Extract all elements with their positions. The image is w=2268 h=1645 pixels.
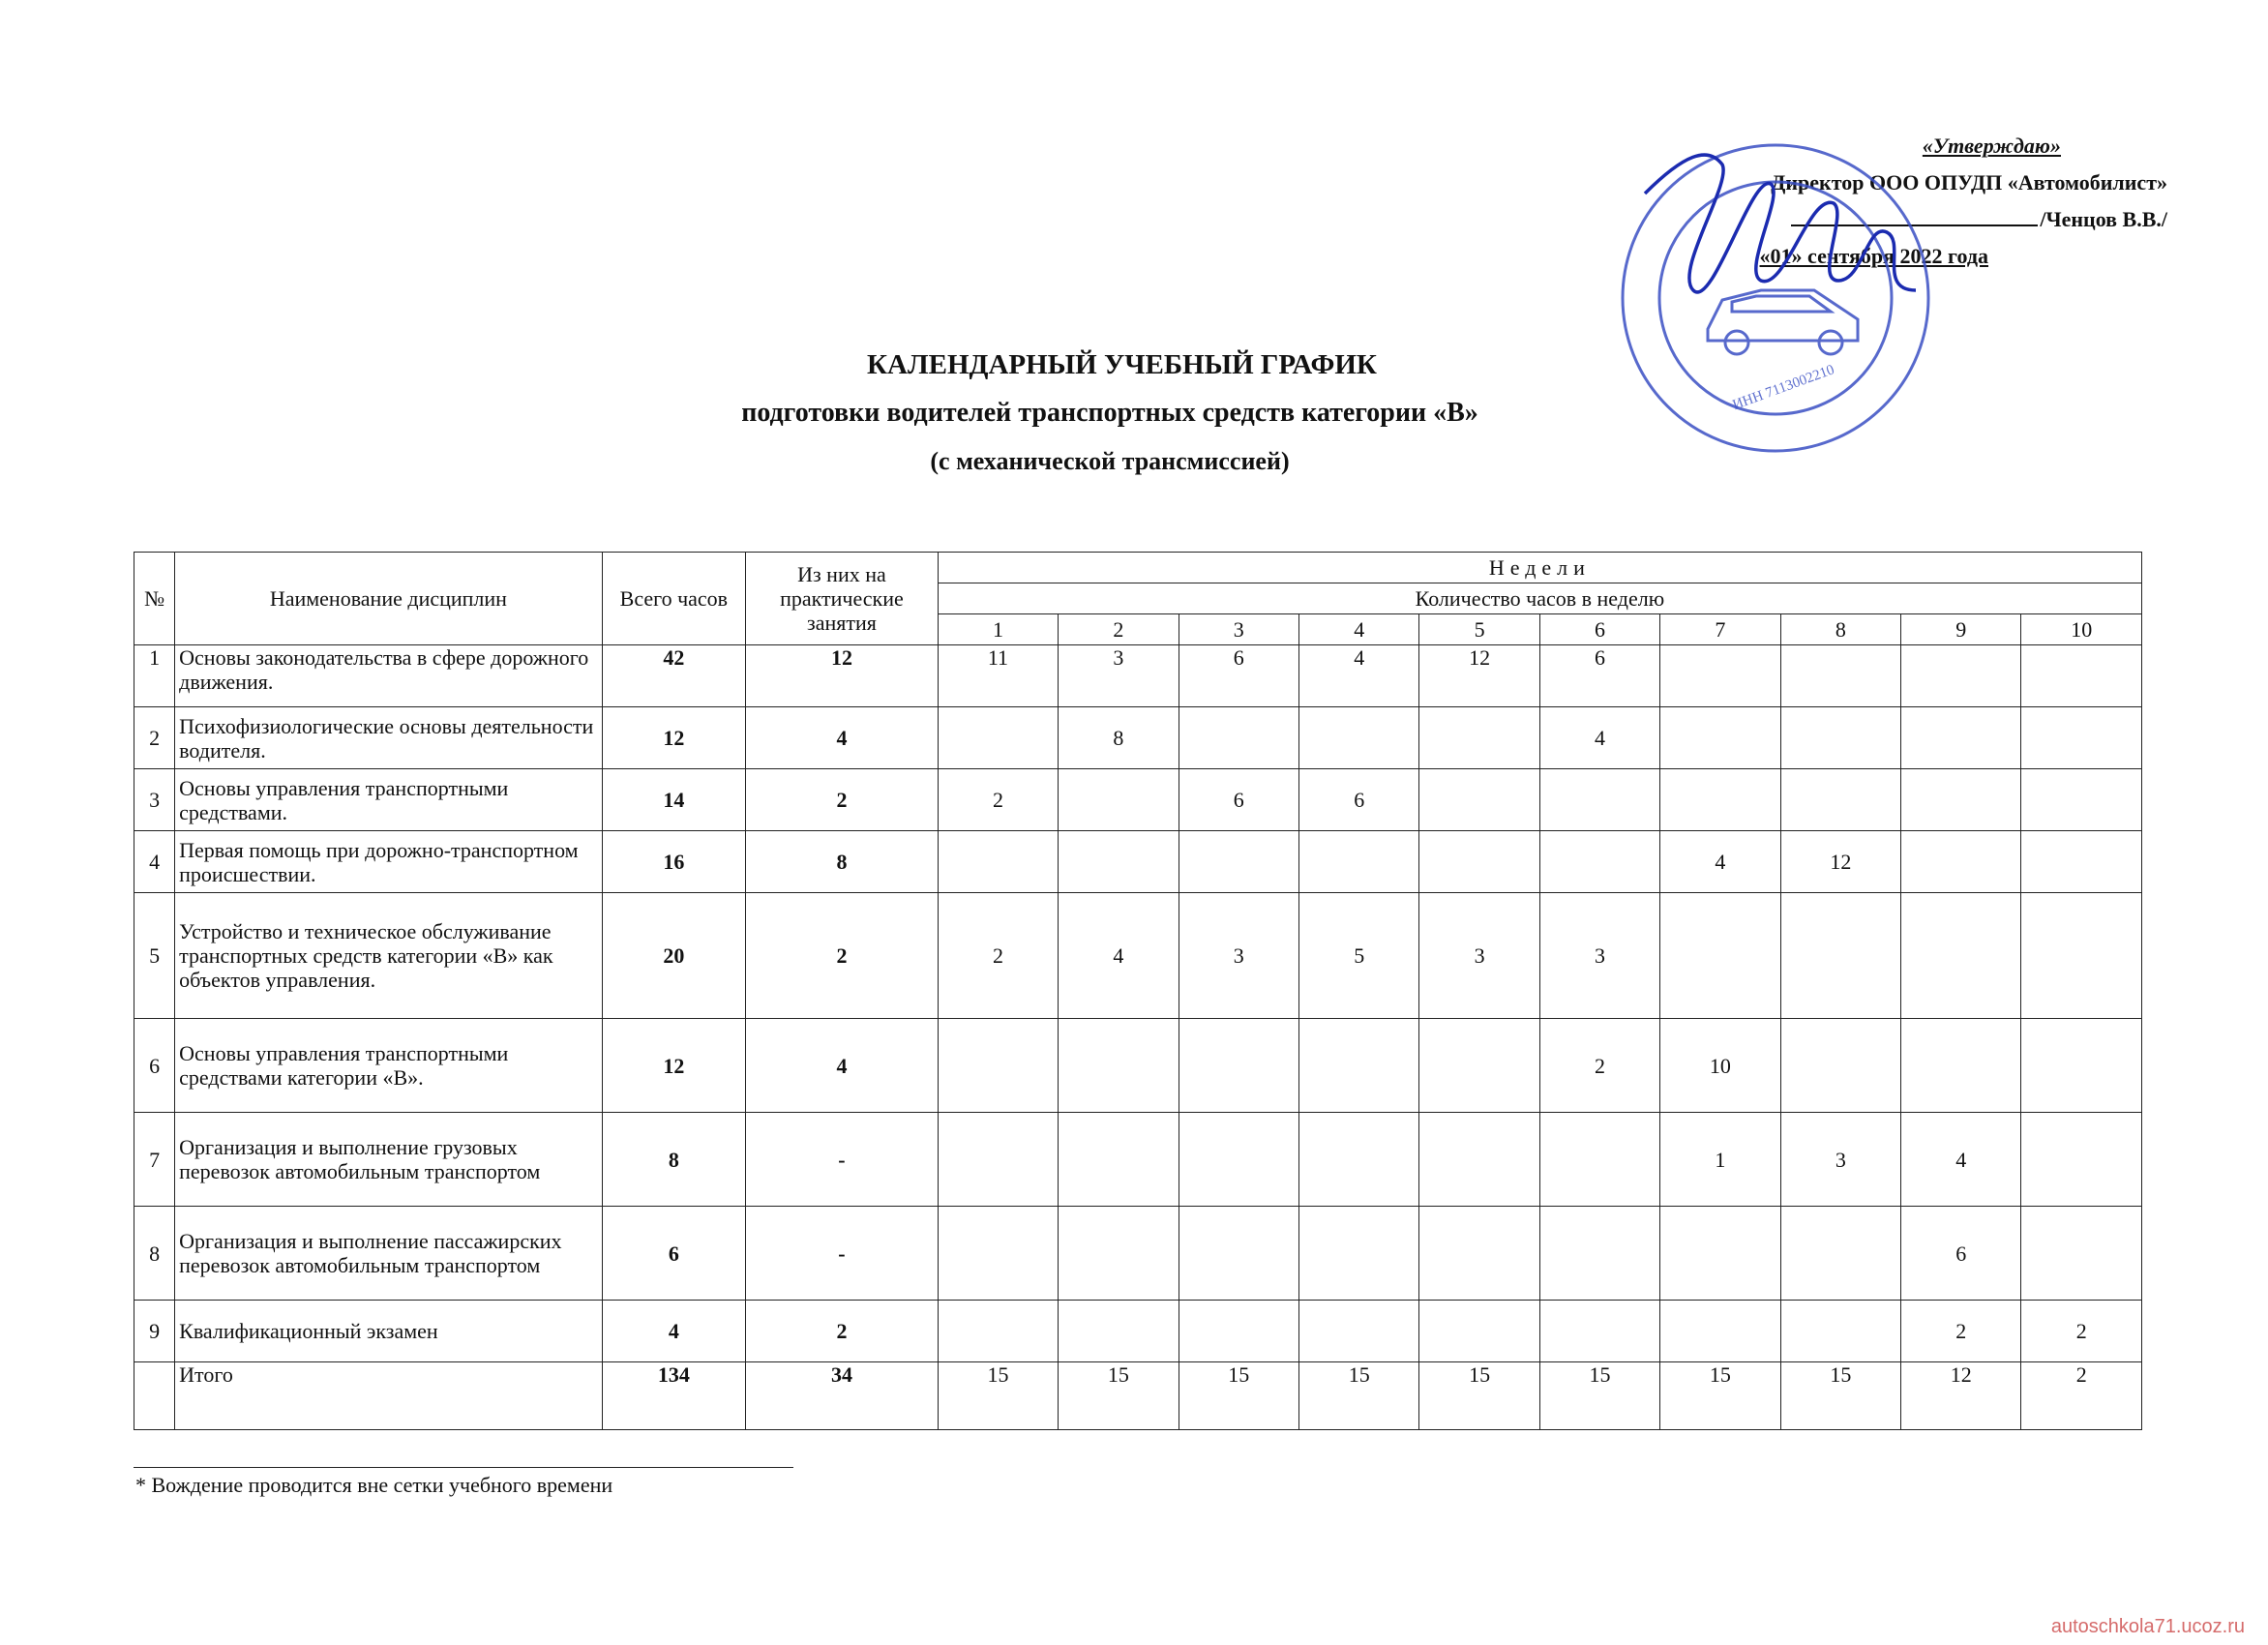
week-number-header: 7	[1660, 614, 1780, 645]
week-hours-cell	[1419, 769, 1539, 831]
week-hours-cell	[1179, 1301, 1298, 1362]
week-hours-cell	[1419, 1113, 1539, 1207]
week-hours-cell	[938, 1019, 1058, 1113]
approval-heading: «Утверждаю»	[1922, 134, 2061, 158]
total-hours: 8	[602, 1113, 745, 1207]
week-hours-cell	[1780, 769, 1900, 831]
week-hours-cell	[1901, 645, 2021, 707]
title-line-1: КАЛЕНДАРНЫЙ УЧЕБНЫЙ ГРАФИК	[867, 349, 1377, 380]
week-number-header: 10	[2021, 614, 2142, 645]
week-hours-cell	[1660, 1207, 1780, 1301]
total-hours: 6	[602, 1207, 745, 1301]
total-hours: 12	[602, 1019, 745, 1113]
week-hours-cell	[1901, 1019, 2021, 1113]
approval-signer: /Ченцов В.В./	[2040, 207, 2167, 231]
week-hours-cell	[1059, 1113, 1179, 1207]
week-hours-cell	[2021, 893, 2142, 1019]
week-hours-cell	[1660, 1301, 1780, 1362]
table-row	[134, 893, 2142, 1019]
table-row	[134, 831, 2142, 893]
header-total: Всего часов	[602, 553, 745, 645]
week-hours-cell	[1059, 1019, 1179, 1113]
week-number-header: 3	[1179, 614, 1298, 645]
header-practice: Из них на практические занятия	[746, 553, 939, 645]
table-row	[134, 707, 2142, 769]
week-hours-cell: 2	[938, 769, 1058, 831]
practice-hours: 2	[746, 893, 939, 1019]
week-hours-cell	[2021, 645, 2142, 707]
schedule-body	[134, 645, 2142, 1430]
week-hours-cell: 15	[938, 1362, 1058, 1430]
week-hours-cell	[2021, 769, 2142, 831]
total-hours: 4	[602, 1301, 745, 1362]
week-hours-cell	[1660, 769, 1780, 831]
week-number-header: 9	[1901, 614, 2021, 645]
discipline-name: Организация и выполнение грузовых перевозок автомобильным транспортом	[175, 1113, 602, 1207]
week-hours-cell	[938, 1113, 1058, 1207]
practice-hours: 2	[746, 769, 939, 831]
week-hours-cell: 11	[938, 645, 1058, 707]
week-hours-cell	[1660, 707, 1780, 769]
table-row	[134, 1019, 2142, 1113]
week-hours-cell	[1780, 1207, 1900, 1301]
row-number: 7	[134, 1113, 175, 1207]
week-hours-cell	[1780, 707, 1900, 769]
week-hours-cell	[2021, 1113, 2142, 1207]
practice-hours: 2	[746, 1301, 939, 1362]
week-hours-cell: 12	[1419, 645, 1539, 707]
week-hours-cell	[1298, 831, 1418, 893]
week-hours-cell: 6	[1179, 769, 1298, 831]
discipline-name: Квалификационный экзамен	[175, 1301, 602, 1362]
header-name: Наименование дисциплин	[175, 553, 602, 645]
table-row	[134, 769, 2142, 831]
discipline-name: Психофизиологические основы деятельности водителя.	[175, 707, 602, 769]
stamp-inn: ИНН 7113002210	[1730, 362, 1837, 414]
discipline-name: Устройство и техническое обслуживание транспортных средств категории «В» как объектов управления.	[175, 893, 602, 1019]
week-hours-cell	[1539, 831, 1659, 893]
week-hours-cell: 4	[1539, 707, 1659, 769]
table-row	[134, 1301, 2142, 1362]
week-hours-cell: 15	[1539, 1362, 1659, 1430]
approval-date: «01» сентября 2022 года	[1759, 244, 1988, 268]
week-hours-cell	[1179, 831, 1298, 893]
week-hours-cell: 3	[1539, 893, 1659, 1019]
week-hours-cell: 6	[1539, 645, 1659, 707]
week-hours-cell	[2021, 1019, 2142, 1113]
week-hours-cell: 5	[1298, 893, 1418, 1019]
week-hours-cell: 12	[1780, 831, 1900, 893]
practice-hours: 12	[746, 645, 939, 707]
discipline-name: Итого	[175, 1362, 602, 1430]
row-number: 5	[134, 893, 175, 1019]
week-hours-cell	[1298, 1301, 1418, 1362]
week-hours-cell	[1179, 1207, 1298, 1301]
week-hours-cell	[1660, 645, 1780, 707]
week-hours-cell: 6	[1298, 769, 1418, 831]
title-line-3: (с механической трансмиссией)	[930, 447, 1290, 475]
week-hours-cell: 1	[1660, 1113, 1780, 1207]
week-hours-cell: 3	[1780, 1113, 1900, 1207]
week-hours-cell: 4	[1298, 645, 1418, 707]
week-hours-cell	[1539, 769, 1659, 831]
discipline-name: Основы законодательства в сфере дорожного движения.	[175, 645, 602, 707]
week-hours-cell	[2021, 1207, 2142, 1301]
week-hours-cell	[1179, 1019, 1298, 1113]
discipline-name: Основы управления транспортными средствами.	[175, 769, 602, 831]
week-hours-cell: 15	[1419, 1362, 1539, 1430]
header-num: №	[134, 553, 175, 645]
total-hours: 12	[602, 707, 745, 769]
table-row	[134, 645, 2142, 707]
week-hours-cell: 10	[1660, 1019, 1780, 1113]
row-number: 4	[134, 831, 175, 893]
total-hours: 14	[602, 769, 745, 831]
week-hours-cell	[1419, 1019, 1539, 1113]
table-row	[134, 1362, 2142, 1430]
week-hours-cell	[1419, 1207, 1539, 1301]
total-hours: 20	[602, 893, 745, 1019]
week-hours-cell	[1419, 1301, 1539, 1362]
week-hours-cell: 2	[1539, 1019, 1659, 1113]
week-hours-cell: 4	[1901, 1113, 2021, 1207]
week-hours-cell	[1179, 707, 1298, 769]
week-hours-cell	[1901, 831, 2021, 893]
week-hours-cell: 6	[1901, 1207, 2021, 1301]
week-hours-cell	[2021, 831, 2142, 893]
week-hours-cell	[1298, 1113, 1418, 1207]
week-hours-cell	[938, 831, 1058, 893]
week-hours-cell: 15	[1059, 1362, 1179, 1430]
week-hours-cell	[1660, 893, 1780, 1019]
site-watermark: autoschkola71.ucoz.ru	[2050, 1616, 2245, 1637]
total-hours: 42	[602, 645, 745, 707]
title-line-2: подготовки водителей транспортных средств категории «В»	[741, 398, 1478, 428]
week-hours-cell: 6	[1179, 645, 1298, 707]
week-hours-cell	[938, 707, 1058, 769]
week-hours-cell	[1179, 1113, 1298, 1207]
week-hours-cell	[1059, 1207, 1179, 1301]
week-number-header: 6	[1539, 614, 1659, 645]
week-number-header: 1	[938, 614, 1058, 645]
week-hours-cell: 15	[1660, 1362, 1780, 1430]
week-hours-cell	[1059, 831, 1179, 893]
week-hours-cell	[1059, 769, 1179, 831]
week-hours-cell	[938, 1301, 1058, 1362]
practice-hours: 34	[746, 1362, 939, 1430]
week-hours-cell: 15	[1780, 1362, 1900, 1430]
week-hours-cell	[1901, 707, 2021, 769]
row-number	[134, 1362, 175, 1430]
week-hours-cell: 3	[1059, 645, 1179, 707]
week-hours-cell	[1298, 1207, 1418, 1301]
week-hours-cell	[1901, 893, 2021, 1019]
week-hours-cell: 3	[1179, 893, 1298, 1019]
week-hours-cell: 2	[938, 893, 1058, 1019]
week-hours-cell	[1780, 893, 1900, 1019]
week-hours-cell	[938, 1207, 1058, 1301]
week-number-header: 4	[1298, 614, 1418, 645]
practice-hours: -	[746, 1113, 939, 1207]
total-hours: 134	[602, 1362, 745, 1430]
practice-hours: 8	[746, 831, 939, 893]
week-hours-cell	[1780, 645, 1900, 707]
week-hours-cell	[1419, 707, 1539, 769]
row-number: 9	[134, 1301, 175, 1362]
document-title	[0, 341, 2268, 486]
week-hours-cell: 4	[1059, 893, 1179, 1019]
week-hours-cell	[1780, 1019, 1900, 1113]
week-hours-cell: 3	[1419, 893, 1539, 1019]
header-weeks: Недели	[938, 553, 2141, 583]
row-number: 3	[134, 769, 175, 831]
total-hours: 16	[602, 831, 745, 893]
row-number: 6	[134, 1019, 175, 1113]
row-number: 2	[134, 707, 175, 769]
practice-hours: 4	[746, 1019, 939, 1113]
week-hours-cell: 4	[1660, 831, 1780, 893]
week-hours-cell	[1539, 1207, 1659, 1301]
week-hours-cell	[2021, 707, 2142, 769]
week-hours-cell	[1298, 1019, 1418, 1113]
week-hours-cell: 2	[1901, 1301, 2021, 1362]
week-hours-cell: 8	[1059, 707, 1179, 769]
practice-hours: -	[746, 1207, 939, 1301]
table-row	[134, 1207, 2142, 1301]
week-hours-cell	[1059, 1301, 1179, 1362]
week-number-header: 5	[1419, 614, 1539, 645]
discipline-name: Организация и выполнение пассажирских перевозок автомобильным транспортом	[175, 1207, 602, 1301]
schedule-table	[134, 552, 2142, 1430]
week-hours-cell	[1539, 1301, 1659, 1362]
practice-hours: 4	[746, 707, 939, 769]
header-hours-per-week: Количество часов в неделю	[938, 583, 2141, 614]
table-row	[134, 1113, 2142, 1207]
week-hours-cell	[1419, 831, 1539, 893]
footnote-divider	[134, 1467, 793, 1468]
week-number-header: 8	[1780, 614, 1900, 645]
week-hours-cell	[1901, 769, 2021, 831]
row-number: 1	[134, 645, 175, 707]
week-number-header: 2	[1059, 614, 1179, 645]
approval-position: Директор ООО ОПУДП «Автомобилист»	[1771, 170, 2167, 194]
week-hours-cell	[1298, 707, 1418, 769]
week-hours-cell: 2	[2021, 1301, 2142, 1362]
discipline-name: Основы управления транспортными средствами категории «В».	[175, 1019, 602, 1113]
week-hours-cell: 12	[1901, 1362, 2021, 1430]
week-hours-cell	[1780, 1301, 1900, 1362]
week-hours-cell: 2	[2021, 1362, 2142, 1430]
footnote: * Вождение проводится вне сетки учебного времени	[135, 1473, 613, 1497]
week-hours-cell: 15	[1298, 1362, 1418, 1430]
week-hours-cell	[1539, 1113, 1659, 1207]
row-number: 8	[134, 1207, 175, 1301]
discipline-name: Первая помощь при дорожно-транспортном происшествии.	[175, 831, 602, 893]
week-hours-cell: 15	[1179, 1362, 1298, 1430]
